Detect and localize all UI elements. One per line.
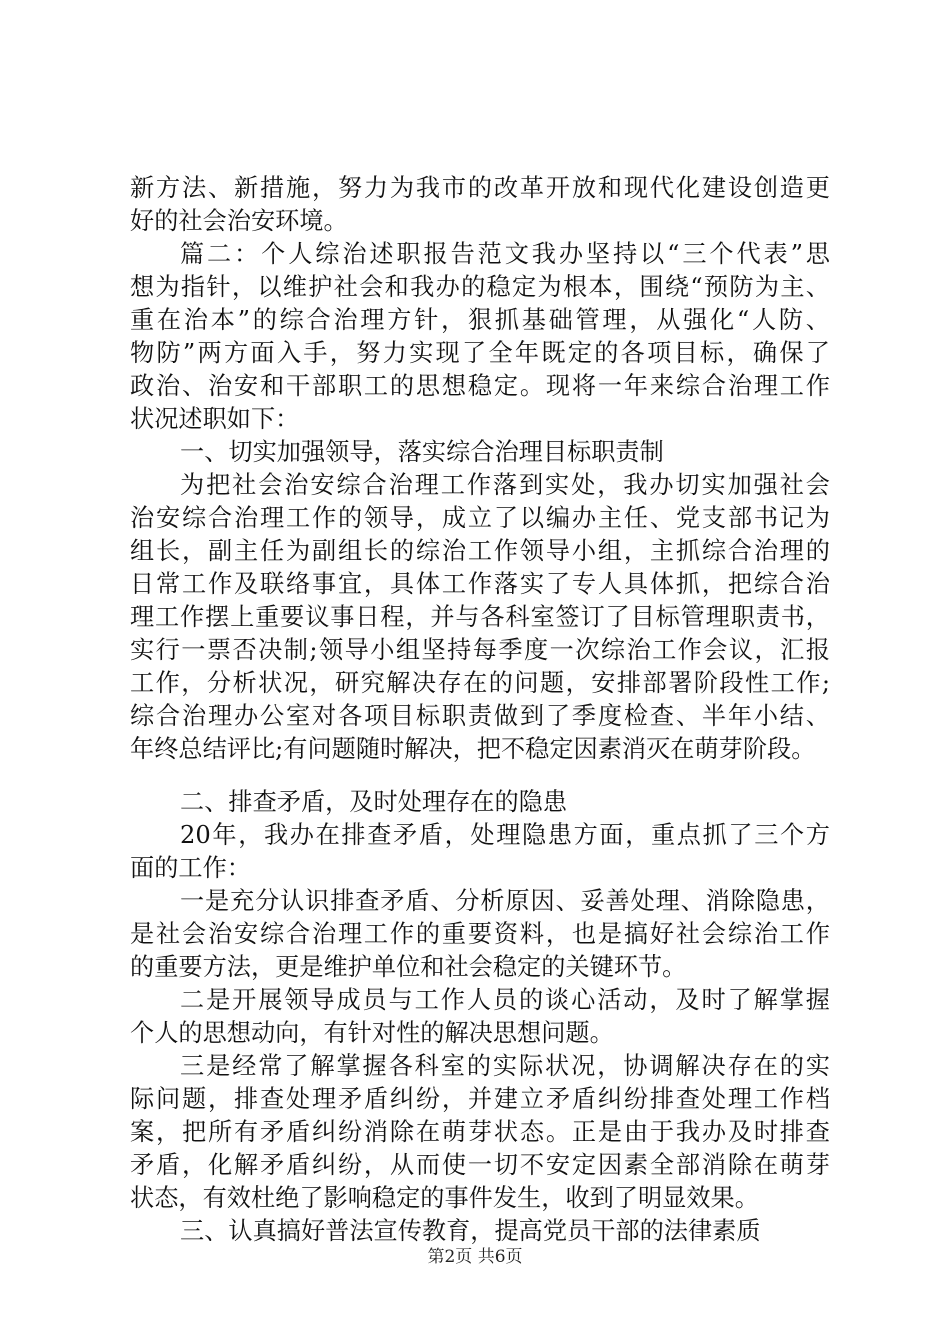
- text-line: 一、切实加强领导，落实综合治理目标职责制: [180, 438, 664, 466]
- text-line: 想为指针，以维护社会和我办的稳定为根本，围绕“预防为主、: [130, 273, 830, 301]
- text-line: 好的社会治安环境。: [130, 207, 348, 235]
- text-line: 综合治理办公室对各项目标职责做到了季度检查、半年小结、: [130, 702, 830, 730]
- text-line: 实行一票否决制;领导小组坚持每季度一次综治工作会议，汇报: [130, 636, 830, 664]
- text-line: 为把社会治安综合治理工作落到实处，我办切实加强社会: [180, 471, 830, 499]
- text-line: 组长，副主任为副组长的综治工作领导小组，主抓综合治理的: [130, 537, 830, 565]
- text-line: 是社会治安综合治理工作的重要资料，也是搞好社会综治工作: [130, 920, 830, 948]
- text-line: 面的工作：: [130, 854, 251, 882]
- text-line: 年终总结评比;有问题随时解决，把不稳定因素消灭在萌芽阶段。: [130, 735, 816, 763]
- text-line: 20年，我办在排查矛盾，处理隐患方面，重点抓了三个方: [180, 821, 830, 849]
- text-line: 二是开展领导成员与工作人员的谈心活动，及时了解掌握: [180, 986, 830, 1014]
- text-line: 治安综合治理工作的领导，成立了以编办主任、党支部书记为: [130, 504, 830, 532]
- text-line: 矛盾，化解矛盾纠纷，从而使一切不安定因素全部消除在萌芽: [130, 1151, 830, 1179]
- text-line: 际问题，排查处理矛盾纠纷，并建立矛盾纠纷排查处理工作档: [130, 1085, 830, 1113]
- text-line: 个人的思想动向，有针对性的解决思想问题。: [130, 1019, 614, 1047]
- text-line: 一是充分认识排查矛盾、分析原因、妥善处理、消除隐患，: [180, 887, 830, 915]
- text-line: 日常工作及联络事宜，具体工作落实了专人具体抓，把综合治: [130, 570, 830, 598]
- text-line: 物防”两方面入手，努力实现了全年既定的各项目标，确保了: [130, 339, 830, 367]
- text-line: 的重要方法，更是维护单位和社会稳定的关键环节。: [130, 953, 687, 981]
- text-line: 重在治本”的综合治理方针，狠抓基础管理，从强化“人防、: [130, 306, 830, 334]
- text-line: 二、排查矛盾，及时处理存在的隐患: [180, 788, 568, 816]
- text-line: 三、认真搞好普法宣传教育，提高党员干部的法律素质: [180, 1217, 761, 1245]
- text-line: 政治、治安和干部职工的思想稳定。现将一年来综合治理工作: [130, 372, 830, 400]
- text-line: 状况述职如下：: [130, 405, 300, 433]
- text-line: 状态，有效杜绝了影响稳定的事件发生，收到了明显效果。: [130, 1184, 759, 1212]
- text-line: 三是经常了解掌握各科室的实际状况，协调解决存在的实: [180, 1052, 830, 1080]
- page-footer: 第2页 共6页: [427, 1247, 523, 1267]
- text-line: 新方法、新措施，努力为我市的改革开放和现代化建设创造更: [130, 174, 830, 202]
- text-line: 篇二：个人综治述职报告范文我办坚持以“三个代表”思: [180, 240, 830, 268]
- paragraph-gap: [130, 766, 830, 786]
- text-line: 案，把所有矛盾纠纷消除在萌芽状态。正是由于我办及时排查: [130, 1118, 830, 1146]
- document-body: [130, 172, 830, 1248]
- text-line: 理工作摆上重要议事日程，并与各科室签订了目标管理职责书，: [130, 603, 830, 631]
- text-line: 工作，分析状况，研究解决存在的问题，安排部署阶段性工作;: [130, 669, 830, 697]
